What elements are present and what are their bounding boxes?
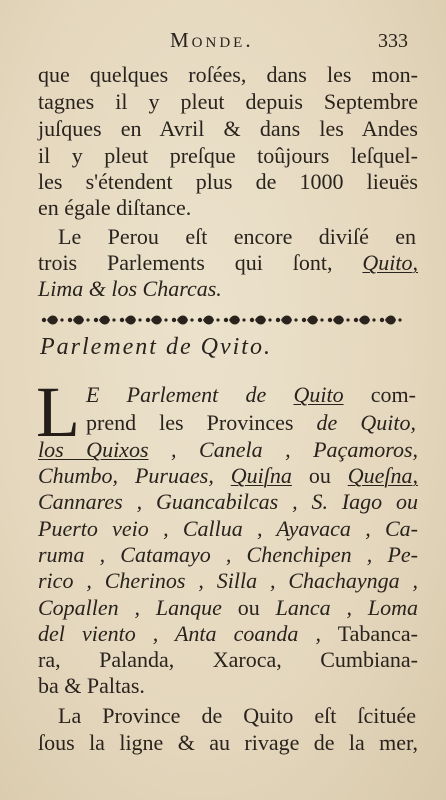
text-line: que quelques roſées, dans les mon- [38, 62, 418, 87]
text-span: E Parlement de [86, 382, 267, 407]
text-line: ruma , Catamayo , Chenchipen , Pe- [38, 542, 418, 567]
text-span: Lanca , Loma [275, 595, 419, 620]
text-line: ba & Paltas. [38, 673, 145, 698]
fleuron-band-icon [38, 312, 410, 328]
place-name: los Charcas. [111, 276, 222, 301]
text-span: ou [308, 463, 331, 488]
place-name: de Quito, [316, 410, 416, 435]
text-line: La Province de Quito eſt ſcituée [58, 703, 416, 728]
text-line [86, 410, 416, 436]
text-span: del viento , Anta coanda , [38, 621, 321, 646]
text-line: rico , Cherinos , Silla , Chachaynga , [38, 568, 418, 593]
text-span: ou [237, 595, 260, 620]
text-line [38, 437, 418, 463]
text-line [38, 595, 418, 621]
text-span: , S. Iago ou [292, 489, 419, 514]
drop-capital: L [36, 372, 80, 452]
text-span: Cannares , Guancabilcas [38, 489, 279, 514]
text-span: com- [370, 382, 416, 407]
text-line [86, 382, 416, 408]
text-line: tagnes il y pleut depuis Septembre [38, 89, 418, 114]
text-span: prend les Provinces [86, 410, 294, 435]
section-title: Parlement de Qvito. [40, 334, 272, 360]
text-span: & [88, 276, 106, 301]
text-span: trois Parlements qui ſont, [38, 250, 333, 275]
running-head: Monde. [170, 28, 254, 52]
page-number: 333 [378, 30, 408, 52]
place-name: Queſna, [347, 463, 419, 488]
text-span: Copallen , Lanque [38, 595, 222, 620]
place-name: Quito, [362, 250, 419, 275]
text-line [38, 250, 418, 276]
text-span: , Canela , Paçamoros, [171, 437, 419, 462]
text-line [38, 489, 418, 515]
text-span: Chumbo, Puruaes, [38, 463, 214, 488]
text-line: en égale diſtance. [38, 195, 192, 220]
text-line: ra, Palanda, Xaroca, Cumbiana- [38, 647, 418, 672]
place-name: Quito [293, 382, 344, 407]
text-line: les s'étendent plus de 1000 lieuës [38, 169, 418, 194]
place-name: los Quixos [38, 437, 149, 462]
text-line: Puerto veio , Callua , Ayavaca , Ca- [38, 516, 418, 541]
page-header [0, 28, 446, 58]
text-line [38, 276, 418, 302]
place-name: Quiſna [230, 463, 292, 488]
text-span: Tabanca- [337, 621, 418, 646]
text-line: juſques en Avril & dans les Andes [38, 116, 418, 141]
text-line: il y pleut preſque toûjours leſquel- [38, 143, 418, 168]
text-line: Le Perou eſt encore diviſé en [58, 224, 416, 249]
text-line: ſous la ligne & au rivage de la mer, [38, 730, 418, 755]
text-line [38, 463, 418, 489]
text-line [38, 621, 418, 647]
place-name: Lima [38, 276, 84, 301]
